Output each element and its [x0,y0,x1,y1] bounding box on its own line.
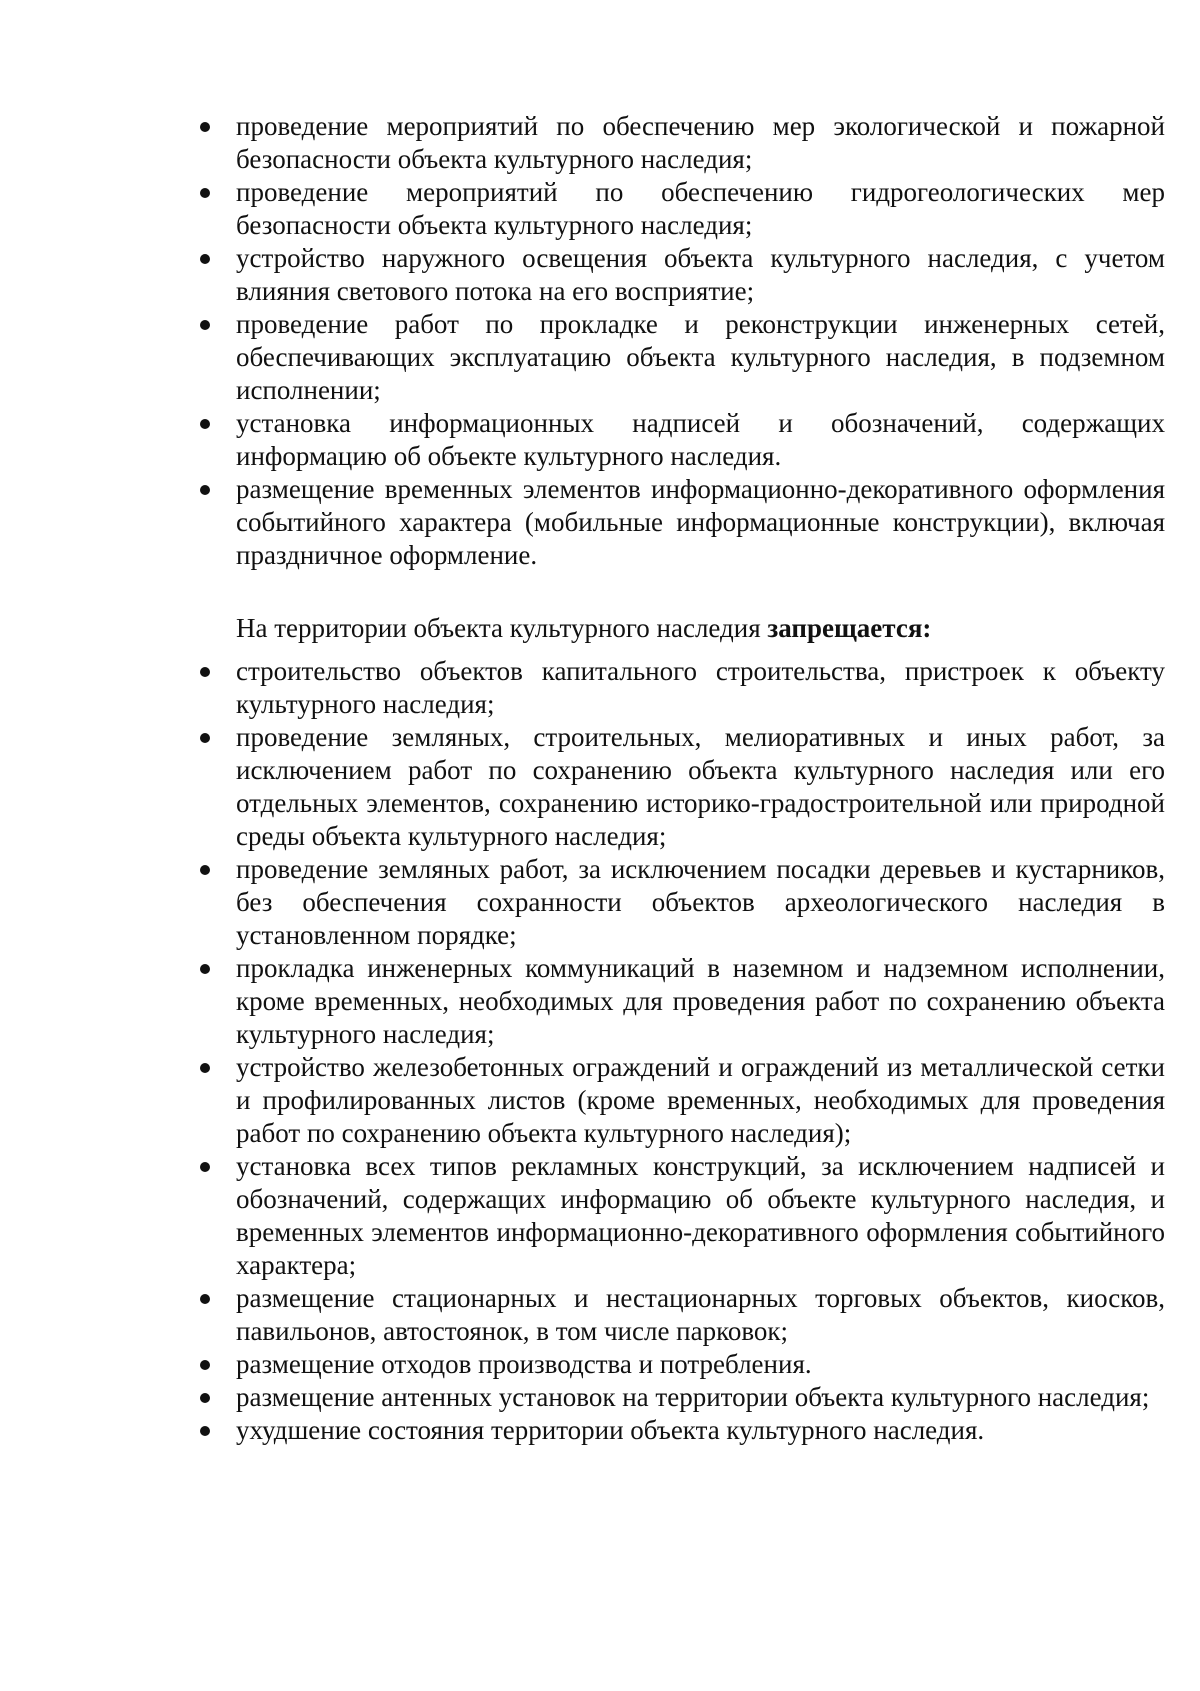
prohibited-works-list [200,655,1165,1447]
bullet-icon [200,1063,210,1073]
list-item-text: строительство объектов капитального строительства, пристроек к объекту культурного наследия; [236,656,1165,719]
list-item-text: установка всех типов рекламных конструкций, за исключением надписей и обозначений, содержащих информацию об объекте культурного наследия, и временных элементов информационно-декоративного оформления событийного характера; [236,1151,1165,1280]
bullet-icon [200,1360,210,1370]
list-item [200,308,1165,407]
list-item-text: проведение земляных, строительных, мелиоративных и иных работ, за исключением работ по сохранению объекта культурного наследия или его отдельных элементов, сохранению историко-градостроительной или природной среды объекта культурного наследия; [236,722,1165,851]
prohibited-intro-text: На территории объекта культурного наследия [236,613,768,643]
list-item-text: ухудшение состояния территории объекта культурного наследия. [236,1415,985,1445]
list-item [200,407,1165,473]
list-item-text: размещение временных элементов информационно-декоративного оформления событийного характера (мобильные информационные конструкции), включая праздничное оформление. [236,474,1165,570]
list-item [200,176,1165,242]
bullet-icon [200,1294,210,1304]
bullet-icon [200,254,210,264]
bullet-icon [200,188,210,198]
bullet-icon [200,1393,210,1403]
bullet-icon [200,964,210,974]
bullet-icon [200,667,210,677]
list-item [200,721,1165,853]
prohibited-intro-paragraph [236,612,1166,645]
list-item-text: проведение работ по прокладке и реконструкции инженерных сетей, обеспечивающих эксплуатацию объекта культурного наследия, в подземном исполнении; [236,309,1165,405]
list-item-text: установка информационных надписей и обозначений, содержащих информацию об объекте культурного наследия. [236,408,1165,471]
bullet-icon [200,1426,210,1436]
bullet-icon [200,419,210,429]
bullet-icon [200,485,210,495]
list-item-text: устройство наружного освещения объекта культурного наследия, с учетом влияния светового потока на его восприятие; [236,243,1165,306]
list-item [200,242,1165,308]
list-item [200,655,1165,721]
list-item [200,473,1165,572]
permitted-works-list [200,110,1165,572]
list-item-text: размещение антенных установок на территории объекта культурного наследия; [236,1382,1150,1412]
prohibited-intro-emphasis: запрещается: [767,613,932,643]
bullet-icon [200,733,210,743]
list-item-text: проведение мероприятий по обеспечению гидрогеологических мер безопасности объекта культурного наследия; [236,177,1165,240]
list-item-text: прокладка инженерных коммуникаций в наземном и надземном исполнении, кроме временных, необходимых для проведения работ по сохранению объекта культурного наследия; [236,953,1165,1049]
list-item-text: размещение отходов производства и потребления. [236,1349,812,1379]
list-item-text: проведение мероприятий по обеспечению мер экологической и пожарной безопасности объекта культурного наследия; [236,111,1165,174]
list-item [200,952,1165,1051]
list-item [200,110,1165,176]
list-item-text: проведение земляных работ, за исключением посадки деревьев и кустарников, без обеспечения сохранности объектов археологического наследия в установленном порядке; [236,854,1165,950]
bullet-icon [200,865,210,875]
list-item [200,1282,1165,1348]
list-item-text: размещение стационарных и нестационарных торговых объектов, киосков, павильонов, автостоянок, в том числе парковок; [236,1283,1165,1346]
list-item [200,1414,1165,1447]
list-item [200,1150,1165,1282]
list-item [200,1381,1165,1414]
bullet-icon [200,1162,210,1172]
list-item [200,1348,1165,1381]
list-item-text: устройство железобетонных ограждений и ограждений из металлической сетки и профилированных листов (кроме временных, необходимых для проведения работ по сохранению объекта культурного наследия); [236,1052,1165,1148]
bullet-icon [200,320,210,330]
list-item [200,853,1165,952]
bullet-icon [200,122,210,132]
list-item [200,1051,1165,1150]
